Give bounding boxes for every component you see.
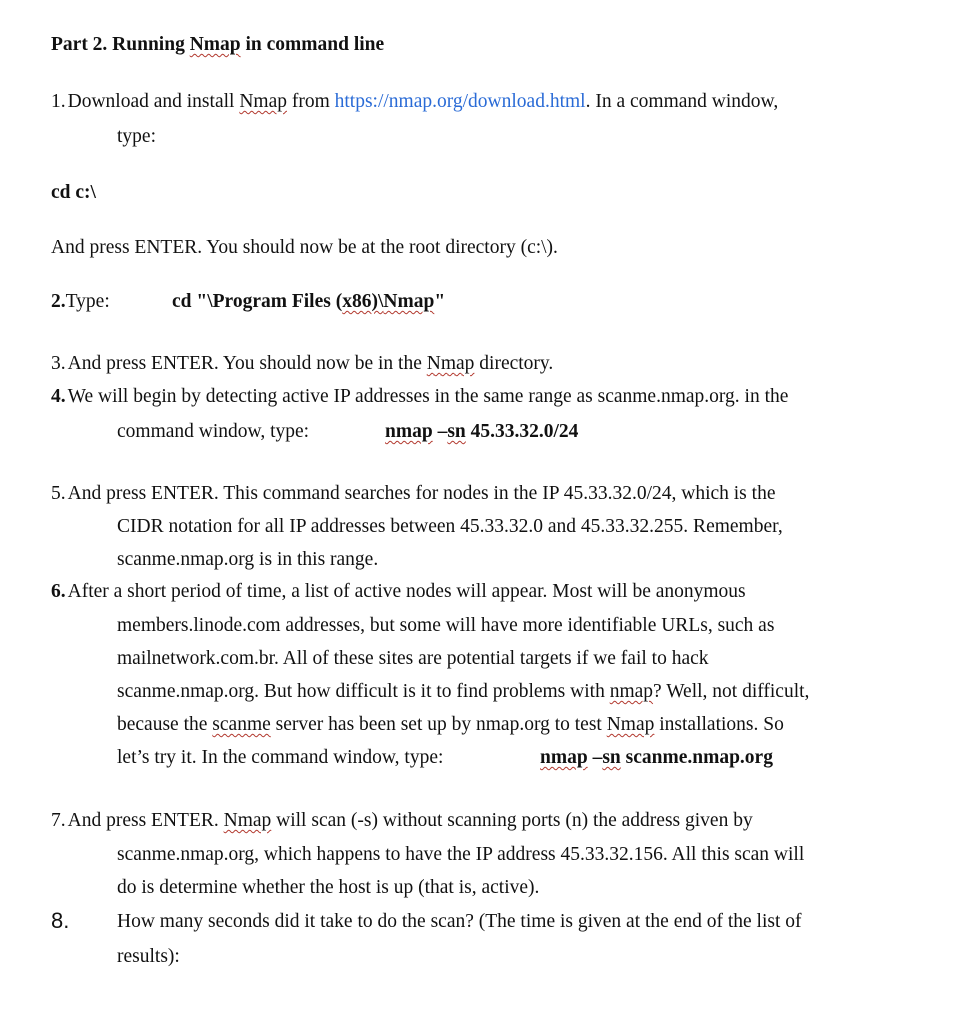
step-7-line-2: scanme.nmap.org, which happens to have the IP address 45.33.32.156. All this scan will [117,844,805,865]
step-6-line-1: 6. After a short period of time, a list of active nodes will appear. Most will be anonymous [51,581,746,602]
spellcheck-word: Nmap [426,353,475,374]
spellcheck-word: Nmap [239,91,287,112]
page-title: Part 2. Running Nmap in command line [51,34,385,55]
step-5-line-1: 5. And press ENTER. This command searches for nodes in the IP 45.33.32.0/24, which is the [51,483,776,504]
spellcheck-word: nmap [540,747,588,768]
step-8-number: 8. [51,908,70,933]
spellcheck-word: nmap [385,421,433,442]
spellcheck-word: Nmap [606,714,655,735]
root-instruction: And press ENTER. You should now be at the root directory (c:\). [51,237,558,258]
step-2-command: cd "\Program Files (x86)\Nmap" [172,291,446,312]
step-3-line: 3. And press ENTER. You should now be in the Nmap directory. [51,353,554,374]
step-4-command: nmap –sn 45.33.32.0/24 [385,421,579,442]
spellcheck-word: Nmap [383,291,435,312]
step-1-line-2: type: [117,126,156,147]
step-4-line-2: command window, type: [117,421,310,442]
step-6-line-6: let’s try it. In the command window, type: [117,747,444,768]
step-6-line-4: scanme.nmap.org. But how difficult is it to find problems with nmap? Well, not difficult, [117,681,810,702]
step-4-line-1: 4. We will begin by detecting active IP addresses in the same range as scanme.nmap.org. in the [51,386,789,407]
spellcheck-word: nmap [609,681,654,702]
step-6-line-3: mailnetwork.com.br. All of these sites are potential targets if we fail to hack [117,648,709,669]
spellcheck-word: scanme [212,714,271,735]
step-7-line-1: 7. And press ENTER. Nmap will scan (-s) without scanning ports (n) the address given by [51,810,753,831]
download-link[interactable]: https://nmap.org/download.html [334,91,586,112]
step-6-line-2: members.linode.com addresses, but some will have more identifiable URLs, such as [117,615,775,636]
spellcheck-word: sn [602,747,621,768]
step-5-line-3: scanme.nmap.org is in this range. [117,549,379,570]
step-2-line: 2.Type: [51,291,110,312]
spellcheck-word: Nmap [223,810,272,831]
spellcheck-word: sn [447,421,466,442]
step-7-line-3: do is determine whether the host is up (that is, active). [117,877,540,898]
spellcheck-word: Nmap [189,34,241,55]
step-8-line-2: results): [117,946,180,967]
step-8-line-1: How many seconds did it take to do the scan? (The time is given at the end of the list of [117,911,802,932]
step-6-command: nmap –sn scanme.nmap.org [540,747,773,768]
step-6-line-5: because the scanme server has been set up by nmap.org to test Nmap installations. So [117,714,784,735]
step-1-line-1: 1. Download and install Nmap from https://nmap.org/download.html. In a command window, [51,91,779,112]
step-5-line-2: CIDR notation for all IP addresses between 45.33.32.0 and 45.33.32.255. Remember, [117,516,783,537]
cd-command: cd c:\ [51,182,96,203]
spellcheck-word: x86 [342,291,372,312]
